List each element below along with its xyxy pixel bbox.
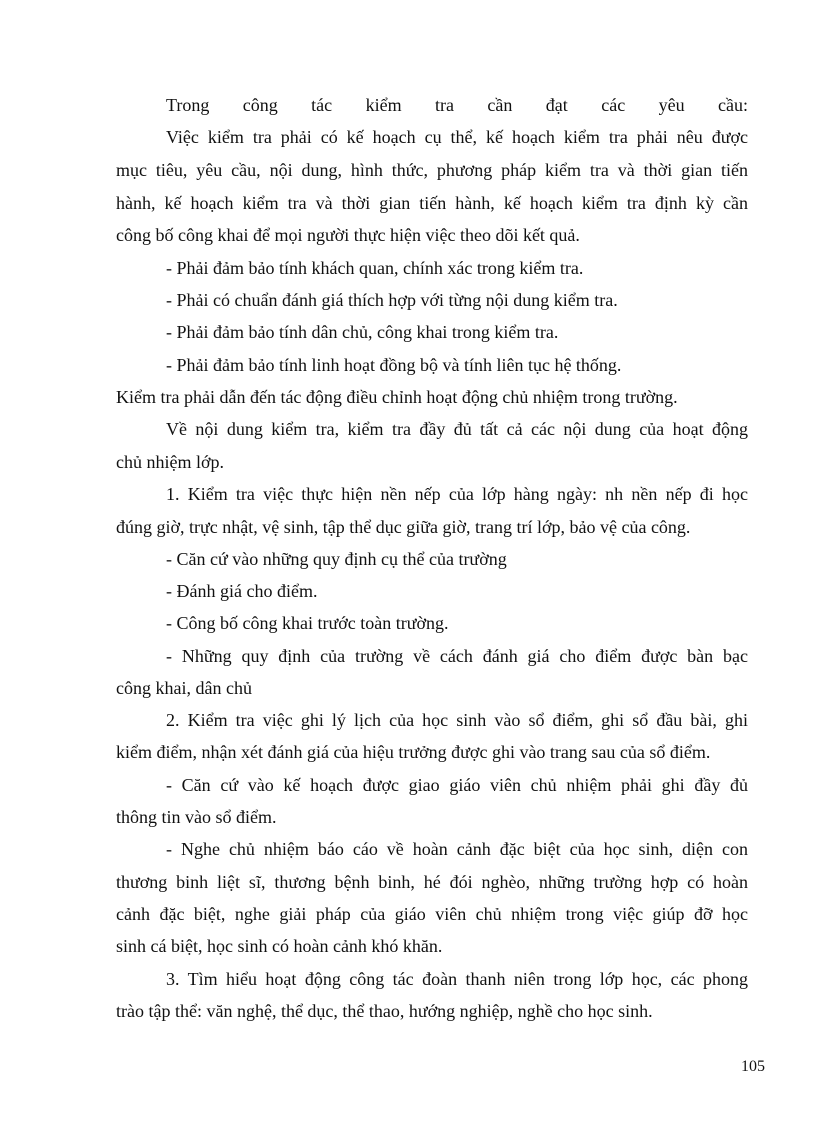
text-line: hành, kế hoạch kiểm tra và thời gian tiến hành, kế hoạch kiểm tra định kỳ cần xyxy=(116,193,748,213)
text-line: - Phải có chuẩn đánh giá thích hợp với từng nội dung kiểm tra. xyxy=(166,290,618,310)
text-line: thông tin vào sổ điểm. xyxy=(116,807,277,827)
text-line: đúng giờ, trực nhật, vệ sinh, tập thể dục giữa giờ, trang trí lớp, bảo vệ của công. xyxy=(116,517,691,537)
text-line: - Căn cứ vào kế hoạch được giao giáo viên chủ nhiệm phải ghi đầy đủ xyxy=(166,775,748,795)
text-line: Trong công tác kiểm tra cần đạt các yêu cầu: xyxy=(166,95,748,115)
text-line: cảnh đặc biệt, nghe giải pháp của giáo viên chủ nhiệm trong việc giúp đỡ học xyxy=(116,904,748,924)
text-line: công bố công khai để mọi người thực hiện việc theo dõi kết quả. xyxy=(116,225,580,245)
text-line: - Những quy định của trường về cách đánh giá cho điểm được bàn bạc xyxy=(166,646,748,666)
text-line: sinh cá biệt, học sinh có hoàn cảnh khó khăn. xyxy=(116,936,443,956)
text-line: kiểm điểm, nhận xét đánh giá của hiệu trưởng được ghi vào trang sau của sổ điểm. xyxy=(116,742,711,762)
text-line: - Căn cứ vào những quy định cụ thể của trường xyxy=(166,549,507,569)
text-line: Về nội dung kiểm tra, kiểm tra đầy đủ tất cả các nội dung của hoạt động xyxy=(166,419,748,439)
text-line: - Nghe chủ nhiệm báo cáo về hoàn cảnh đặc biệt của học sinh, diện con xyxy=(166,839,748,859)
text-line: công khai, dân chủ xyxy=(116,678,252,698)
text-line: - Phải đảm bảo tính dân chủ, công khai trong kiểm tra. xyxy=(166,322,559,342)
text-line: - Đánh giá cho điểm. xyxy=(166,581,318,601)
text-line: 1. Kiểm tra việc thực hiện nền nếp của lớp hàng ngày: nh nền nếp đi học xyxy=(166,484,748,504)
text-line: chủ nhiệm lớp. xyxy=(116,452,224,472)
text-line: - Phải đảm bảo tính linh hoạt đồng bộ và tính liên tục hệ thống. xyxy=(166,355,622,375)
text-line: mục tiêu, yêu cầu, nội dung, hình thức, phương pháp kiểm tra và thời gian tiến xyxy=(116,160,748,180)
text-line: 2. Kiểm tra việc ghi lý lịch của học sinh vào sổ điểm, ghi sổ đầu bài, ghi xyxy=(166,710,748,730)
text-line: Việc kiểm tra phải có kế hoạch cụ thể, kế hoạch kiểm tra phải nêu được xyxy=(166,127,748,147)
text-line: - Công bố công khai trước toàn trường. xyxy=(166,613,449,633)
text-line: trào tập thể: văn nghệ, thể dục, thể thao, hướng nghiệp, nghề cho học sinh. xyxy=(116,1001,653,1021)
page-number: 105 xyxy=(741,1058,765,1075)
text-line: Kiểm tra phải dẫn đến tác động điều chỉnh hoạt động chủ nhiệm trong trường. xyxy=(116,387,678,407)
text-line: thương binh liệt sĩ, thương bệnh binh, hé đói nghèo, những trường hợp có hoàn xyxy=(116,872,748,892)
text-line: 3. Tìm hiểu hoạt động công tác đoàn thanh niên trong lớp học, các phong xyxy=(166,969,748,989)
text-line: - Phải đảm bảo tính khách quan, chính xác trong kiểm tra. xyxy=(166,258,584,278)
